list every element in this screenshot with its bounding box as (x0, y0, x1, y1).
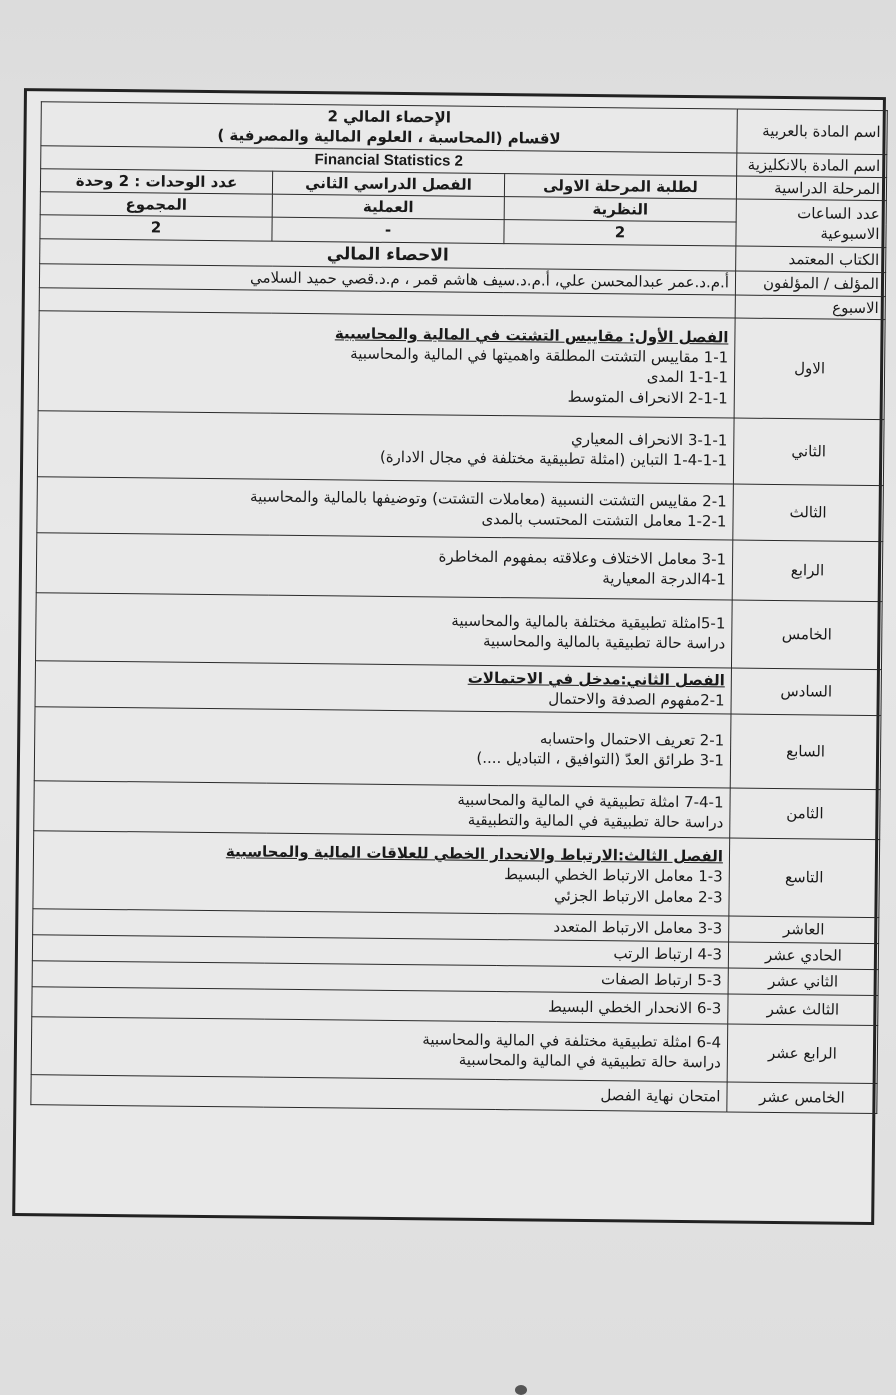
semester-value: الفصل الدراسي الثاني (272, 171, 504, 197)
topic-line: 2-1مفهوم الصدفة والاحتمال (548, 690, 725, 710)
stage-value: لطلبة المرحلة الاولى (504, 173, 736, 199)
topic-line: 4-3 ارتباط الرتب (613, 944, 723, 964)
practical-label: العملية (272, 194, 504, 220)
week-name: الرابع عشر (727, 1024, 878, 1084)
topic-line: دراسة حالة تطبيقية في المالية والمحاسبية (458, 1051, 721, 1072)
week-row (33, 831, 880, 918)
stage-label: المرحلة الدراسية (736, 176, 886, 201)
week-row (38, 311, 885, 420)
week-name: العاشر (729, 916, 879, 944)
course-departments: لاقسام (المحاسبة ، العلوم المالية والمصرفية ) (217, 126, 561, 148)
topic-line: 4-1الدرجة المعيارية (602, 569, 726, 589)
week-name: السادس (731, 668, 881, 716)
week-row (37, 411, 884, 486)
week-content (33, 831, 730, 916)
week-content (31, 1017, 728, 1082)
chapter-heading: الفصل الأول: مقاييس التشتت في المالية والمحاسبية (334, 324, 729, 347)
week-row (31, 1017, 878, 1084)
week-name: الحادي عشر (728, 942, 878, 970)
topic-line: 1-1 مقاييس التشتت المطلقة واهميتها في المالية والمحاسبية (350, 344, 729, 367)
topic-line: امتحان نهاية الفصل (600, 1086, 721, 1106)
week-name: الثالث عشر (728, 994, 878, 1026)
week-name: التاسع (729, 838, 880, 918)
book-label: الكتاب المعتمد (736, 246, 886, 274)
topic-line: 6-3 الانحدار الخطي البسيط (547, 997, 722, 1018)
total-label: المجموع (40, 192, 272, 218)
practical-hours: - (272, 217, 504, 243)
chapter-heading: الفصل الثالث:الارتباط والانحدار الخطي للعلاقات المالية والمحاسبية (225, 842, 724, 866)
topic-line: 1-4-1-1 التباين (امثلة تطبيقية مختلفة في مجال الادارة) (379, 448, 728, 470)
topic-line: 3-1 طرائق العدّ (التوافيق ، التباديل ....) (476, 749, 725, 770)
topic-line: 2-3 معامل الارتباط الجزئي (553, 886, 723, 906)
week-name: الثاني عشر (728, 968, 878, 996)
topic-line: 3-1 معامل الاختلاف وعلاقته بمفهوم المخاطرة (438, 547, 727, 569)
english-course-name: Financial Statistics 2 (41, 145, 737, 176)
week-name: الخامس (731, 600, 882, 670)
week-content (35, 661, 731, 714)
week-name: الثاني (733, 418, 884, 486)
week-name: الاول (734, 318, 885, 420)
topic-line: 2-1-1 الانحراف المتوسط (567, 387, 728, 408)
week-row (36, 593, 883, 670)
week-content (34, 781, 730, 838)
week-name: الثالث (733, 484, 884, 542)
week-name: السابع (730, 714, 881, 790)
week-name: الخامس عشر (727, 1082, 877, 1114)
week-content (37, 477, 734, 540)
topic-line: دراسة حالة تطبيقية في المالية والتطبيقية (467, 811, 724, 832)
weekly-hours-label: عدد الساعات الاسبوعية (736, 199, 886, 247)
units-value: عدد الوحدات : 2 وحدة (40, 168, 272, 194)
course-title: الإحصاء المالي 2 (327, 107, 451, 127)
week-content (31, 1075, 727, 1112)
week-name: الثامن (730, 788, 881, 840)
week-content (34, 707, 731, 788)
week-content (37, 411, 734, 484)
topic-line: دراسة حالة تطبيقية بالمالية والمحاسبية (482, 632, 726, 653)
document-sheet (6, 88, 894, 1237)
english-name-label: اسم المادة بالانكليزية (737, 153, 887, 178)
topic-line: 1-1-1 المدى (646, 368, 729, 387)
arabic-name-label: اسم المادة بالعربية (737, 109, 887, 154)
week-content (38, 311, 735, 418)
week-content (36, 593, 733, 668)
total-hours: 2 (40, 215, 272, 241)
week-row (37, 477, 884, 542)
week-row (36, 533, 883, 602)
book-value: الاحصاء المالي (40, 238, 736, 271)
topic-line: 5-3 ارتباط الصفات (600, 970, 722, 990)
authors-value: أ.م.د.عمر عبدالمحسن علي، أ.م.د.سيف هاشم قمر ، م.د.قصي حميد السلامي (39, 264, 735, 295)
syllabus-frame (12, 88, 886, 1225)
topic-line: 1-3 معامل الارتباط الخطي البسيط (504, 865, 723, 886)
page-mark (515, 1385, 527, 1395)
topic-line: 1-2-1 معامل التشتت المحتسب بالمدى (481, 510, 727, 531)
week-name: الرابع (732, 540, 883, 602)
chapter-heading: الفصل الثاني:مدخل في الاحتمالات (467, 668, 725, 690)
topic-line: 6-4 امثلة تطبيقية مختلفة في المالية والمحاسبية (422, 1030, 722, 1052)
topic-line: 2-1 مقاييس التشتت النسبية (معاملات التشتت) وتوضيفها بالمالية والمحاسبية (250, 487, 727, 511)
week-row (34, 707, 881, 790)
week-label: الاسبوع (735, 295, 885, 320)
week-row (34, 781, 880, 840)
topic-line: 3-1-1 الانحراف المعياري (570, 429, 728, 450)
topic-line: 7-4-1 امثلة تطبيقية في المالية والمحاسبية (457, 790, 724, 812)
week-content (36, 533, 733, 600)
topic-line: 2-1 تعريف الاحتمال واحتسابه (539, 729, 725, 750)
syllabus-table (30, 101, 887, 1114)
topic-line: 5-1امثلة تطبيقية مختلفة بالمالية والمحاسبية (451, 611, 726, 633)
authors-label: المؤلف / المؤلفون (735, 271, 885, 296)
theory-label: النظرية (504, 197, 736, 223)
topic-line: 3-3 معامل الارتباط المتعدد (553, 917, 723, 938)
theory-hours: 2 (504, 220, 736, 246)
